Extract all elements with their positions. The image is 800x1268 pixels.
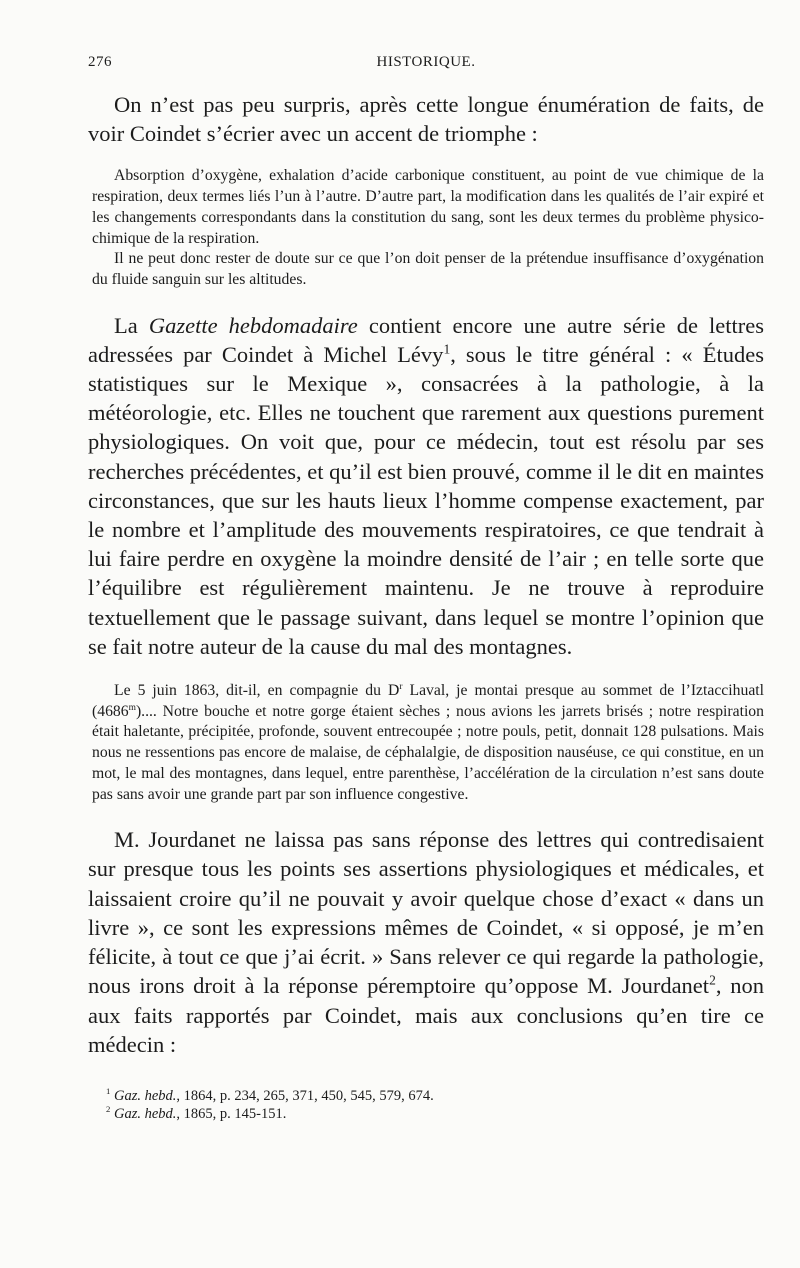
paragraph-intro: On n’est pas peu surpris, après cette longue énumération de faits, de voir Coindet s’écrier avec un accent de triomphe : bbox=[88, 92, 764, 147]
running-title: HISTORIQUE. bbox=[376, 54, 476, 70]
quote-paragraph: Il ne peut donc rester de doute sur ce que l’on doit penser de la prétendue insuffisance d’oxygénation du fluide sanguin sur les altitudes. bbox=[92, 250, 764, 288]
text-run: Laval, je montai presque au sommet de l’Iztaccihuatl (4686 bbox=[92, 682, 764, 720]
journal-title: Gazette hebdomadaire bbox=[148, 312, 358, 338]
text-run: ).... Notre bouche et notre gorge étaient sèches ; nous avions les jarrets brisés ; notre respiration était haletante, précipitée, profonde, souvent entrecoupée ; notre pouls, petit, donnait 128 pulsations. Mais nous ne ressentions pas encore de malaise, de céphalalgie, de disposition nauséuse, ce qui constitue, en un mot, le mal des montagnes, dans lequel, entre parenthèse, l’accélération de la circulation n’est sans doute pas sans avoir une grande part par son influence congestive. bbox=[92, 702, 764, 803]
text-run: Le 5 juin 1863, dit-il, en compagnie du D bbox=[114, 682, 400, 700]
footnotes bbox=[88, 1087, 764, 1123]
block-quote-iztaccihuatl bbox=[92, 681, 764, 805]
footnote-marker: 2 bbox=[106, 1104, 111, 1115]
footnote-details: , 1865, p. 145-151. bbox=[176, 1105, 287, 1122]
superscript: r bbox=[399, 681, 403, 692]
text-run: contient encore une autre série de lettres adressées par Coindet à Michel Lévy bbox=[88, 312, 764, 367]
footnote-marker: 1 bbox=[106, 1086, 111, 1097]
block-quote-coindet bbox=[92, 166, 764, 290]
running-header bbox=[88, 54, 764, 82]
paragraph-gazette bbox=[88, 311, 764, 661]
footnote-ref: 1 bbox=[443, 341, 451, 357]
page bbox=[88, 54, 764, 1123]
superscript: m bbox=[128, 702, 136, 713]
quote-paragraph: Absorption d’oxygène, exhalation d’acide carbonique constituent, au point de vue chimique de la respiration, deux termes liés l’un à l’autre. D’autre part, la modification dans les qualités de l’air expiré et les changements correspondants dans la constitution du sang, sont les deux termes du problème physico-chimique de la respiration. bbox=[92, 167, 764, 247]
footnote-ref: 2 bbox=[709, 972, 716, 988]
text-run: , non aux faits rapportés par Coindet, mais aux conclusions qu’en tire ce médecin : bbox=[88, 973, 764, 1057]
text-run: , sous le titre général : « Études statistiques sur le Mexique », consacrées à la pathologie, à la météorologie, etc. Elles ne touchent que rarement aux questions purement physiologiques. On voit que, pour ce médecin, tout est résolu par ses recherches précédentes, et qu’il est bien prouvé, comme il le dit en maintes circonstances, que sur les hauts lieux l’homme compense exactement, par le nombre et l’amplitude des mouvements respiratoires, ce que tendrait à lui faire perdre en oxygène la moindre densité de l’air ; en telle sorte que l’équilibre est régulièrement maintenu. Je ne trouve à reproduire textuellement que le passage suivant, dans lequel se montre l’opinion que se fait notre auteur de la cause du mal des montagnes. bbox=[88, 341, 764, 659]
quote-paragraph bbox=[92, 681, 764, 805]
footnote-details: , 1864, p. 234, 265, 371, 450, 545, 579, 674. bbox=[176, 1087, 434, 1104]
page-number: 276 bbox=[88, 54, 112, 70]
footnote-source: Gaz. hebd. bbox=[113, 1087, 177, 1104]
paragraph-jourdanet bbox=[88, 825, 764, 1059]
footnote-source: Gaz. hebd. bbox=[113, 1105, 177, 1122]
footnote bbox=[88, 1087, 764, 1105]
footnote bbox=[88, 1105, 764, 1123]
text-run: La bbox=[114, 312, 149, 338]
text-run: M. Jourdanet ne laissa pas sans réponse des lettres qui contredisaient sur presque tous les points ses assertions physiologiques et médicales, et laissaient croire qu’il ne pouvait y avoir quelque chose d’exact « dans un livre », ce sont les expressions mêmes de Coindet, « si opposé, je m’en félicite, à tout ce que j’ai écrit. » Sans relever ce qui regarde la pathologie, nous irons droit à la réponse péremptoire qu’oppose M. Jourdanet bbox=[88, 827, 764, 999]
